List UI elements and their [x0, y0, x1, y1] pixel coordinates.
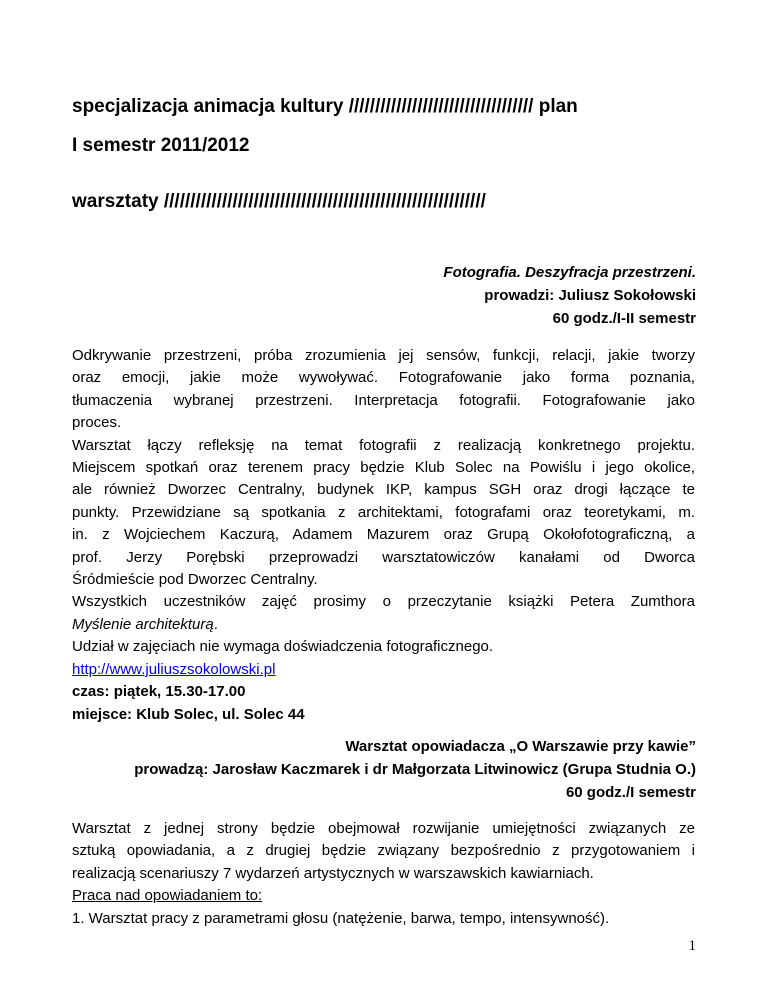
workshop1-place: miejsce: Klub Solec, ul. Solec 44 — [72, 705, 305, 723]
workshop2-item-1: 1. Warsztat pracy z parametrami głosu (natężenie, barwa, tempo, intensywność). — [72, 909, 610, 927]
workshop2-hours: 60 godz./I semestr — [565, 784, 696, 801]
heading-specialization: specjalizacja animacja kultury /////////////////////////////////// plan — [72, 96, 578, 117]
workshop1-hours: 60 godz./I-II semestr — [552, 310, 696, 327]
workshop1-line: Wszystkich uczestników zajęć prosimy o przeczytanie książki Petera Zumthora — [72, 593, 695, 611]
workshop2-header — [76, 735, 696, 804]
workshop2-leader: prowadzą: Jarosław Kaczmarek i dr Małgorzata Litwinowicz (Grupa Studnia O.) — [134, 761, 696, 778]
workshop1-header — [76, 261, 696, 330]
workshop1-book-suffix: . — [213, 615, 218, 633]
workshop1-line: oraz emocji, jakie może wywoływać. Fotografowanie jako forma poznania, — [72, 369, 695, 387]
workshop1-line: Warsztat łączy refleksję na temat fotografii z realizacją konkretnego projektu. — [72, 436, 695, 454]
workshop1-line: punkty. Przewidziane są spotkania z architektami, fotografami oraz teoretykami, m. — [72, 503, 695, 521]
workshop2-description — [72, 818, 695, 930]
workshop1-book-title: Myślenie architekturą — [72, 615, 214, 633]
workshop1-line: tłumaczenia wybranej przestrzeni. Interpretacja fotografii. Fotografowanie jako — [72, 391, 695, 409]
workshop1-time: czas: piątek, 15.30-17.00 — [72, 683, 246, 701]
workshop2-line: Warsztat z jednej strony będzie obejmował rozwijanie umiejętności związanych ze — [72, 820, 695, 837]
workshop1-title: Fotografia. Deszyfracja przestrzeni. — [443, 264, 696, 281]
workshop1-book-line — [72, 614, 695, 636]
workshop2-title: Warsztat opowiadacza „O Warszawie przy kawie” — [345, 738, 696, 755]
workshop1-line: Odkrywanie przestrzeni, próba zrozumienia jej sensów, funkcji, relacji, jakie tworzy — [72, 347, 695, 364]
workshop1-line: Śródmieście pod Dworzec Centralny. — [72, 571, 318, 589]
workshop1-line: prof. Jerzy Porębski przeprowadzi warsztatowiczów kanałami od Dworca — [72, 548, 695, 566]
workshop2-line: sztuką opowiadania, a z drugiej będzie związany bezpośrednio z przygotowaniem i — [72, 842, 695, 860]
workshop1-line: proces. — [72, 414, 122, 432]
workshop1-line: Miejscem spotkań oraz terenem pracy będzie Klub Solec na Powiślu i jego okolice, — [72, 459, 695, 477]
workshop1-website-link[interactable]: http://www.juliuszsokolowski.pl — [72, 660, 276, 678]
workshop1-leader: prowadzi: Juliusz Sokołowski — [484, 287, 696, 304]
heading-semester: I semestr 2011/2012 — [72, 135, 250, 156]
workshop1-description — [72, 345, 695, 726]
workshop2-line: realizacją scenariuszy 7 wydarzeń artystycznych w warszawskich kawiarniach. — [72, 864, 594, 882]
heading-workshops: warsztaty ///////////////////////////////////////////////////////////// — [72, 191, 486, 212]
workshop1-line: in. z Wojciechem Kaczurą, Adamem Mazurem oraz Grupą Okołofotograficzną, a — [72, 526, 695, 544]
workshop2-subheading: Praca nad opowiadaniem to: — [72, 887, 263, 905]
workshop1-line: ale również Dworzec Centralny, budynek IKP, kampus SGH oraz drogi łączące te — [72, 481, 695, 499]
page-number: 1 — [688, 938, 696, 954]
workshop1-note: Udział w zajęciach nie wymaga doświadczenia fotograficznego. — [72, 638, 494, 656]
